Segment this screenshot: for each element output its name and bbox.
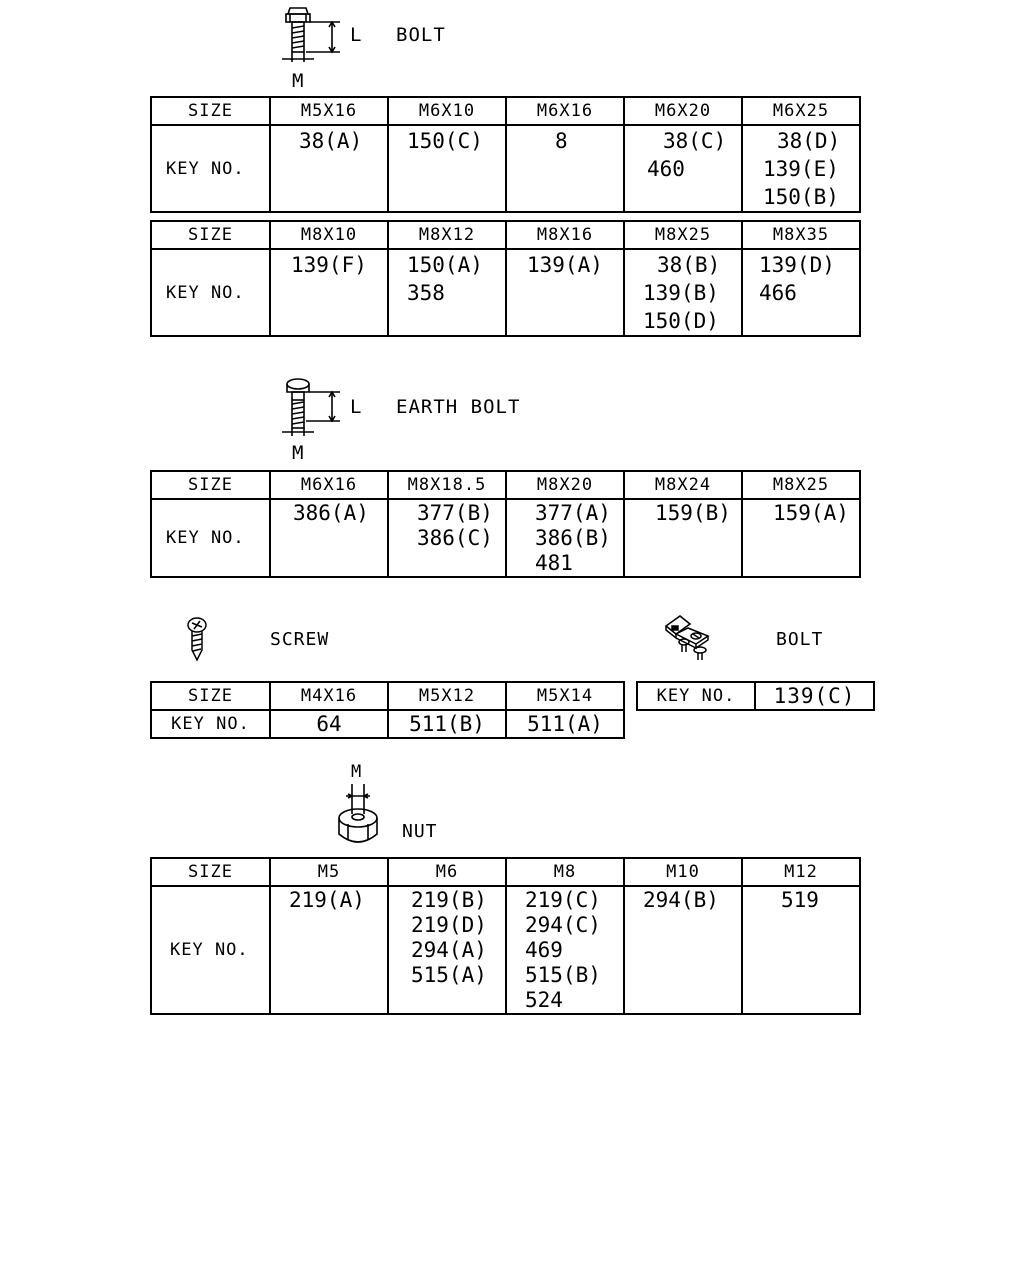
bolt-table-2 bbox=[150, 220, 861, 337]
size-cell: M8X16 bbox=[506, 221, 624, 249]
size-cell: M8X10 bbox=[270, 221, 388, 249]
key-value: 38(A) bbox=[299, 129, 363, 153]
key-value: 481 bbox=[535, 551, 573, 575]
key-cell bbox=[270, 499, 388, 577]
key-cell bbox=[742, 886, 860, 1014]
key-value: 219(D) bbox=[411, 913, 487, 937]
key-value: 219(C) bbox=[525, 888, 601, 912]
size-cell: M5 bbox=[270, 858, 388, 886]
size-cell: M8X20 bbox=[506, 471, 624, 499]
size-cell: M8X24 bbox=[624, 471, 742, 499]
size-label: SIZE bbox=[151, 682, 270, 710]
key-cell bbox=[388, 249, 506, 336]
key-value: 515(B) bbox=[525, 963, 601, 987]
earth-bolt-table bbox=[150, 470, 861, 578]
key-cell bbox=[506, 125, 624, 212]
key-no-label: KEY NO. bbox=[151, 710, 270, 738]
size-cell: M8 bbox=[506, 858, 624, 886]
screw-title: SCREW bbox=[270, 629, 330, 650]
key-cell bbox=[270, 125, 388, 212]
key-value: 386(C) bbox=[417, 526, 493, 550]
key-no-label: KEY NO. bbox=[151, 249, 270, 336]
size-cell: M4X16 bbox=[270, 682, 388, 710]
key-value: 294(A) bbox=[411, 938, 487, 962]
key-value: 460 bbox=[647, 157, 685, 181]
key-value: 294(B) bbox=[643, 888, 719, 912]
bolt-title: BOLT bbox=[396, 24, 446, 46]
bracket-bolt-icon bbox=[662, 612, 718, 662]
key-cell bbox=[742, 249, 860, 336]
key-value: 219(B) bbox=[411, 888, 487, 912]
key-no-label: KEY NO. bbox=[151, 499, 270, 577]
key-cell bbox=[624, 249, 742, 336]
size-cell: M8X25 bbox=[742, 471, 860, 499]
size-cell: M8X12 bbox=[388, 221, 506, 249]
key-cell bbox=[270, 249, 388, 336]
key-value: 511(B) bbox=[388, 710, 506, 738]
bolt-dim-m: M bbox=[292, 70, 305, 92]
key-value: 139(C) bbox=[755, 682, 874, 710]
key-value: 139(D) bbox=[759, 253, 835, 277]
key-value: 515(A) bbox=[411, 963, 487, 987]
key-cell bbox=[388, 499, 506, 577]
key-value: 466 bbox=[759, 281, 797, 305]
key-cell bbox=[388, 886, 506, 1014]
key-value: 38(B) bbox=[657, 253, 721, 277]
key-no-label: KEY NO. bbox=[151, 125, 270, 212]
key-value: 64 bbox=[270, 710, 388, 738]
key-value: 294(C) bbox=[525, 913, 601, 937]
key-value: 139(B) bbox=[643, 281, 719, 305]
key-value: 139(F) bbox=[291, 253, 367, 277]
key-value: 219(A) bbox=[289, 888, 365, 912]
size-cell: M6X16 bbox=[270, 471, 388, 499]
size-label: SIZE bbox=[151, 471, 270, 499]
key-value: 38(C) bbox=[663, 129, 727, 153]
bracket-bolt-table bbox=[636, 681, 875, 711]
nut-title: NUT bbox=[402, 821, 438, 842]
nut-table bbox=[150, 857, 861, 1015]
size-cell: M5X14 bbox=[506, 682, 624, 710]
nut-dim-m: M bbox=[351, 762, 363, 782]
key-value: 159(B) bbox=[655, 501, 731, 525]
earth-bolt-dim-m: M bbox=[292, 442, 305, 464]
earth-bolt-title: EARTH BOLT bbox=[396, 396, 521, 418]
size-cell: M6X25 bbox=[742, 97, 860, 125]
earth-bolt-icon bbox=[276, 376, 346, 438]
key-no-label: KEY NO. bbox=[637, 682, 755, 710]
key-value: 377(B) bbox=[417, 501, 493, 525]
size-cell: M12 bbox=[742, 858, 860, 886]
key-cell bbox=[388, 125, 506, 212]
size-cell: M6X16 bbox=[506, 97, 624, 125]
bolt-dim-l: L bbox=[350, 24, 363, 46]
flange-bolt-icon bbox=[276, 4, 346, 64]
key-value: 358 bbox=[407, 281, 445, 305]
key-cell bbox=[742, 499, 860, 577]
key-value: 524 bbox=[525, 988, 563, 1012]
key-cell bbox=[506, 886, 624, 1014]
nut-icon bbox=[334, 784, 384, 848]
size-cell: M6X10 bbox=[388, 97, 506, 125]
key-value: 150(D) bbox=[643, 309, 719, 333]
key-value: 38(D) bbox=[777, 129, 841, 153]
size-cell: M6X20 bbox=[624, 97, 742, 125]
size-cell: M5X16 bbox=[270, 97, 388, 125]
key-value: 150(C) bbox=[407, 129, 483, 153]
key-cell bbox=[624, 886, 742, 1014]
key-cell bbox=[506, 249, 624, 336]
key-cell bbox=[270, 886, 388, 1014]
key-value: 469 bbox=[525, 938, 563, 962]
key-value: 150(A) bbox=[407, 253, 483, 277]
key-cell bbox=[624, 125, 742, 212]
key-value: 386(B) bbox=[535, 526, 611, 550]
key-value: 139(E) bbox=[763, 157, 839, 181]
key-value: 386(A) bbox=[293, 501, 369, 525]
key-no-label: KEY NO. bbox=[151, 886, 270, 1014]
key-cell bbox=[624, 499, 742, 577]
key-cell bbox=[506, 499, 624, 577]
bolt-table-1 bbox=[150, 96, 861, 213]
screw-icon bbox=[184, 616, 210, 662]
size-cell: M8X25 bbox=[624, 221, 742, 249]
key-value: 377(A) bbox=[535, 501, 611, 525]
screw-table bbox=[150, 681, 625, 739]
key-value: 511(A) bbox=[506, 710, 624, 738]
key-value: 519 bbox=[781, 888, 819, 912]
size-cell: M8X18.5 bbox=[388, 471, 506, 499]
key-value: 8 bbox=[555, 129, 568, 153]
size-cell: M8X35 bbox=[742, 221, 860, 249]
size-cell: M10 bbox=[624, 858, 742, 886]
earth-bolt-dim-l: L bbox=[350, 396, 363, 418]
size-label: SIZE bbox=[151, 97, 270, 125]
bracket-bolt-title: BOLT bbox=[776, 629, 824, 650]
size-cell: M6 bbox=[388, 858, 506, 886]
size-label: SIZE bbox=[151, 858, 270, 886]
size-label: SIZE bbox=[151, 221, 270, 249]
key-value: 139(A) bbox=[527, 253, 603, 277]
key-cell bbox=[742, 125, 860, 212]
key-value: 150(B) bbox=[763, 185, 839, 209]
size-cell: M5X12 bbox=[388, 682, 506, 710]
key-value: 159(A) bbox=[773, 501, 849, 525]
